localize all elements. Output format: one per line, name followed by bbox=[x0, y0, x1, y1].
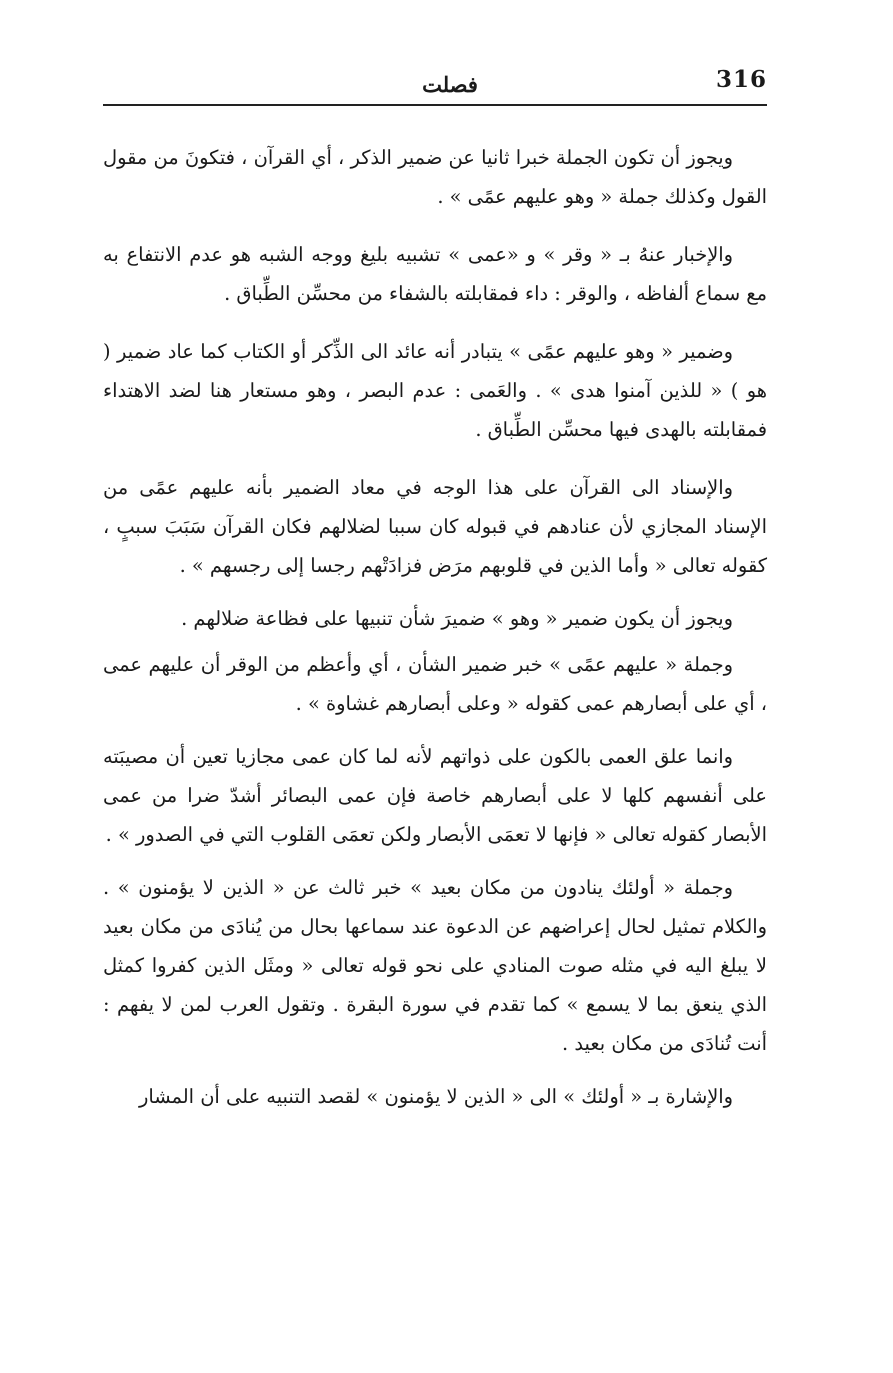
paragraph-1: ويجوز أن تكون الجملة خبرا ثانيا عن ضمير الذكر ، أي القرآن ، فتكونَ من مقول القول وكذلك جملة « وهو عليهم عمًى » . bbox=[103, 146, 767, 208]
running-title: فصلت bbox=[422, 72, 478, 97]
paragraph-5: ويجوز أن يكون ضمير « وهو » ضميرَ شأن تنبيها على فظاعة ضلالهم . bbox=[181, 607, 733, 630]
page-body bbox=[103, 138, 767, 1116]
paragraph-6: وجملة « عليهم عمًى » خبر ضمير الشأن ، أي وأعظم من الوقر أن عليهم عمى ، أي على أبصارهم عمى كقوله « وعلى أبصارهم غشاوة » . bbox=[103, 653, 767, 715]
paragraph-9: والإشارة بـ « أولئك » الى « الذين لا يؤمنون » لقصد التنبيه على أن المشار bbox=[138, 1085, 733, 1108]
page-number: 316 bbox=[715, 66, 767, 93]
paragraph-3: وضمير « وهو عليهم عمًى » يتبادر أنه عائد الى الذِّكر أو الكتاب كما عاد ضمير ( هو ) « للذين آمنوا هدى » . والعَمى : عدم البصر ، وهو مستعار هنا لضد الاهتداء فمقابلته بالهدى فيها محسِّن الطِّباق . bbox=[103, 340, 767, 441]
page-header bbox=[103, 58, 767, 104]
paragraph-7: وانما علق العمى بالكون على ذواتهم لأنه لما كان عمى مجازيا تعين أن مصيبَته على أنفسهم كلها لا على أبصارهم خاصة فإن عمى البصائر أشدّ ضرا من عمى الأبصار كقوله تعالى « فإنها لا تعمَى الأبصار ولكن تعمَى القلوب التي في الصدور » . bbox=[103, 745, 767, 846]
paragraph-4: والإسناد الى القرآن على هذا الوجه في معاد الضمير بأنه عليهم عمًى من الإسناد المجازي لأن عنادهم في قبوله كان سببا لضلالهم فكان القرآن سَبَبَ سببٍ ، كقوله تعالى « وأما الذين في قلوبهم مرَض فزادَتْهم رجسا إلى رجسهم » . bbox=[103, 476, 767, 577]
paragraph-8: وجملة « أولئك ينادون من مكان بعيد » خبر ثالث عن « الذين لا يؤمنون » . والكلام تمثيل لحال إعراضهم عن الدعوة عند سماعها بحال من يُنادَى من مكان بعيد لا يبلغ اليه في مثله صوت المنادي على نحو قوله تعالى « ومثَل الذين كفروا كمثل الذي ينعق بما لا يسمع » كما تقدم في سورة البقرة . وتقول العرب لمن لا يفهم : أنت تُنادَى من مكان بعيد . bbox=[103, 876, 767, 1055]
header-divider bbox=[103, 104, 767, 106]
paragraph-2: والإخبار عنهُ بـ « وقر » و «عمى » تشبيه بليغ ووجه الشبه هو عدم الانتفاع به مع سماع ألفاظه ، والوقر : داء فمقابلته بالشفاء من محسِّن الطِّباق . bbox=[103, 243, 767, 305]
